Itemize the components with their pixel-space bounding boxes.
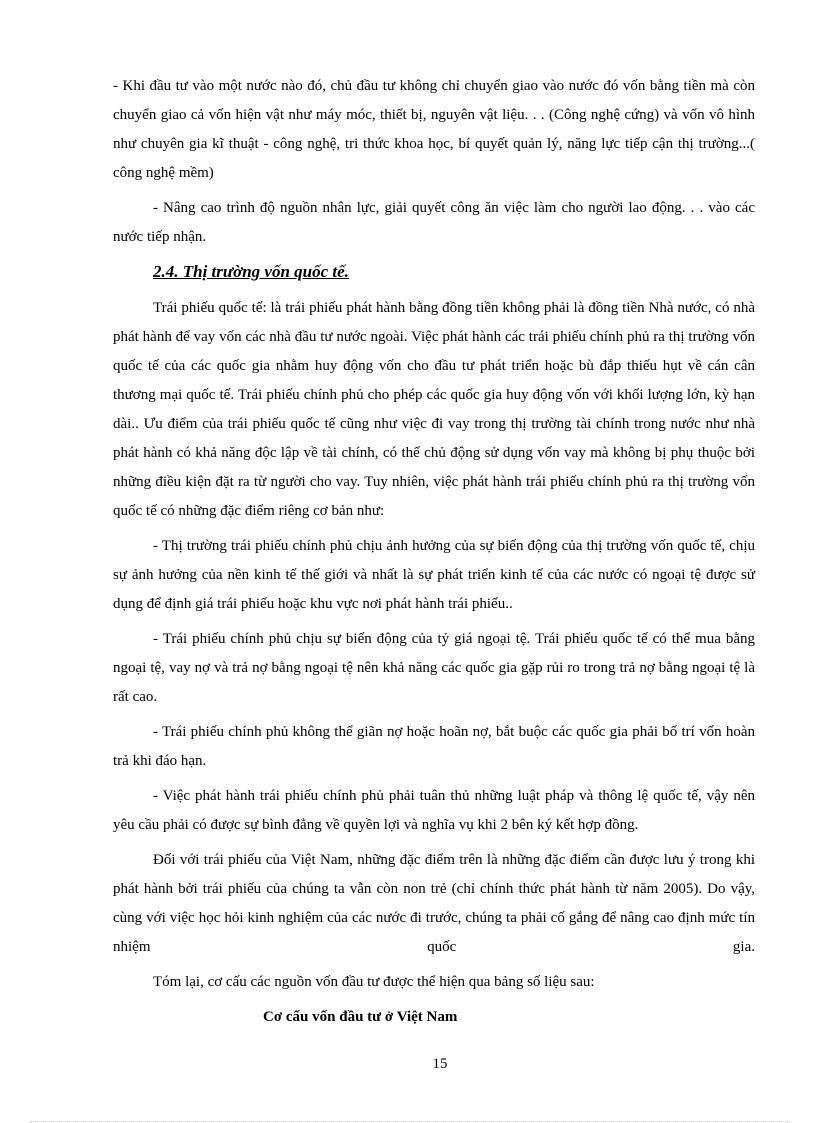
table-title: Cơ cấu vốn đầu tư ở Việt Nam <box>263 1009 458 1025</box>
page-body <box>113 72 755 1032</box>
paragraph-market-influence: - Thị trường trái phiếu chính phủ chịu ảnh hưởng của sự biến động của thị trường vốn quốc tế, chịu sự ảnh hưởng của nền kinh tế thế giới và nhất là sự phát triển kinh tế của các nước có ngoại tệ được sử dụng để định giá trái phiếu hoặc khu vực nơi phát hành trái phiếu.. <box>113 538 755 612</box>
paragraph-exchange-rate: - Trái phiếu chính phủ chịu sự biến động của tỷ giá ngoại tệ. Trái phiếu quốc tế có thể mua bằng ngoại tệ, vay nợ và trả nợ bằng ngoại tệ nên khả năng các quốc gia gặp rủi ro trong trả nợ bằng ngoại tệ là rất cao. <box>113 631 755 705</box>
paragraph-vietnam-bonds: Đối với trái phiếu của Việt Nam, những đặc điểm trên là những đặc điểm cần được lưu ý trong khi phát hành bởi trái phiếu của chúng ta vẫn còn non trẻ (chỉ chính thức phát hành từ năm 2005). Do vậy, cùng với việc học hỏi kinh nghiệm của các nước đi trước, chúng ta phải cố gắng để nâng cao định mức tín nhiệm quốc gia. <box>113 852 755 955</box>
paragraph-no-deferral: - Trái phiếu chính phủ không thể giãn nợ hoặc hoãn nợ, bắt buộc các quốc gia phải bố trí vốn hoàn trả khi đáo hạn. <box>113 724 755 769</box>
paragraph-summary: Tóm lại, cơ cấu các nguồn vốn đầu tư được thể hiện qua bảng số liệu sau: <box>153 974 595 990</box>
page-number: 15 <box>432 1056 448 1072</box>
paragraph-human-resources: - Nâng cao trình độ nguồn nhân lực, giải quyết công ăn việc làm cho người lao động. . . vào các nước tiếp nhận. <box>113 200 755 245</box>
page-bottom-divider <box>30 1121 790 1122</box>
paragraph-technology-transfer: - Khi đầu tư vào một nước nào đó, chủ đầu tư không chỉ chuyển giao vào nước đó vốn bằng tiền mà còn chuyển giao cả vốn hiện vật như máy móc, thiết bị, nguyên vật liệu. . . (Công nghệ cứng) và vốn vô hình như chuyên gia kĩ thuật - công nghệ, tri thức khoa học, bí quyết quản lý, năng lực tiếp cận thị trường...( công nghệ mềm) <box>113 78 755 181</box>
paragraph-legal-compliance: - Việc phát hành trái phiếu chính phủ phải tuân thủ những luật pháp và thông lệ quốc tế, vậy nên yêu cầu phải có được sự bình đẳng về quyền lợi và nghĩa vụ khi 2 bên ký kết hợp đồng. <box>113 788 755 833</box>
section-heading: 2.4. Thị trường vốn quốc tế. <box>153 262 349 281</box>
paragraph-international-bonds: Trái phiếu quốc tế: là trái phiếu phát hành bằng đồng tiền không phải là đồng tiền Nhà nước, có nhà phát hành để vay vốn các nhà đầu tư nước ngoài. Việc phát hành các trái phiếu chính phủ ra thị trường vốn quốc tế của các quốc gia nhằm huy động vốn cho đầu tư phát triển hoặc bù đắp thiếu hụt về cán cân thương mại quốc tế. Trái phiếu chính phủ cho phép các quốc gia huy động vốn với khối lượng lớn, kỳ hạn dài.. Ưu điểm của trái phiếu quốc tế cũng như việc đi vay trong thị trường tài chính trong nước như nhà phát hành có khả năng độc lập về tài chính, có thể chủ động sử dụng vốn vay mà không bị phụ thuộc bởi những điều kiện đặt ra từ người cho vay. Tuy nhiên, việc phát hành trái phiếu chính phủ ra thị trường vốn quốc tế có những đặc điểm riêng cơ bản như: <box>113 300 755 519</box>
